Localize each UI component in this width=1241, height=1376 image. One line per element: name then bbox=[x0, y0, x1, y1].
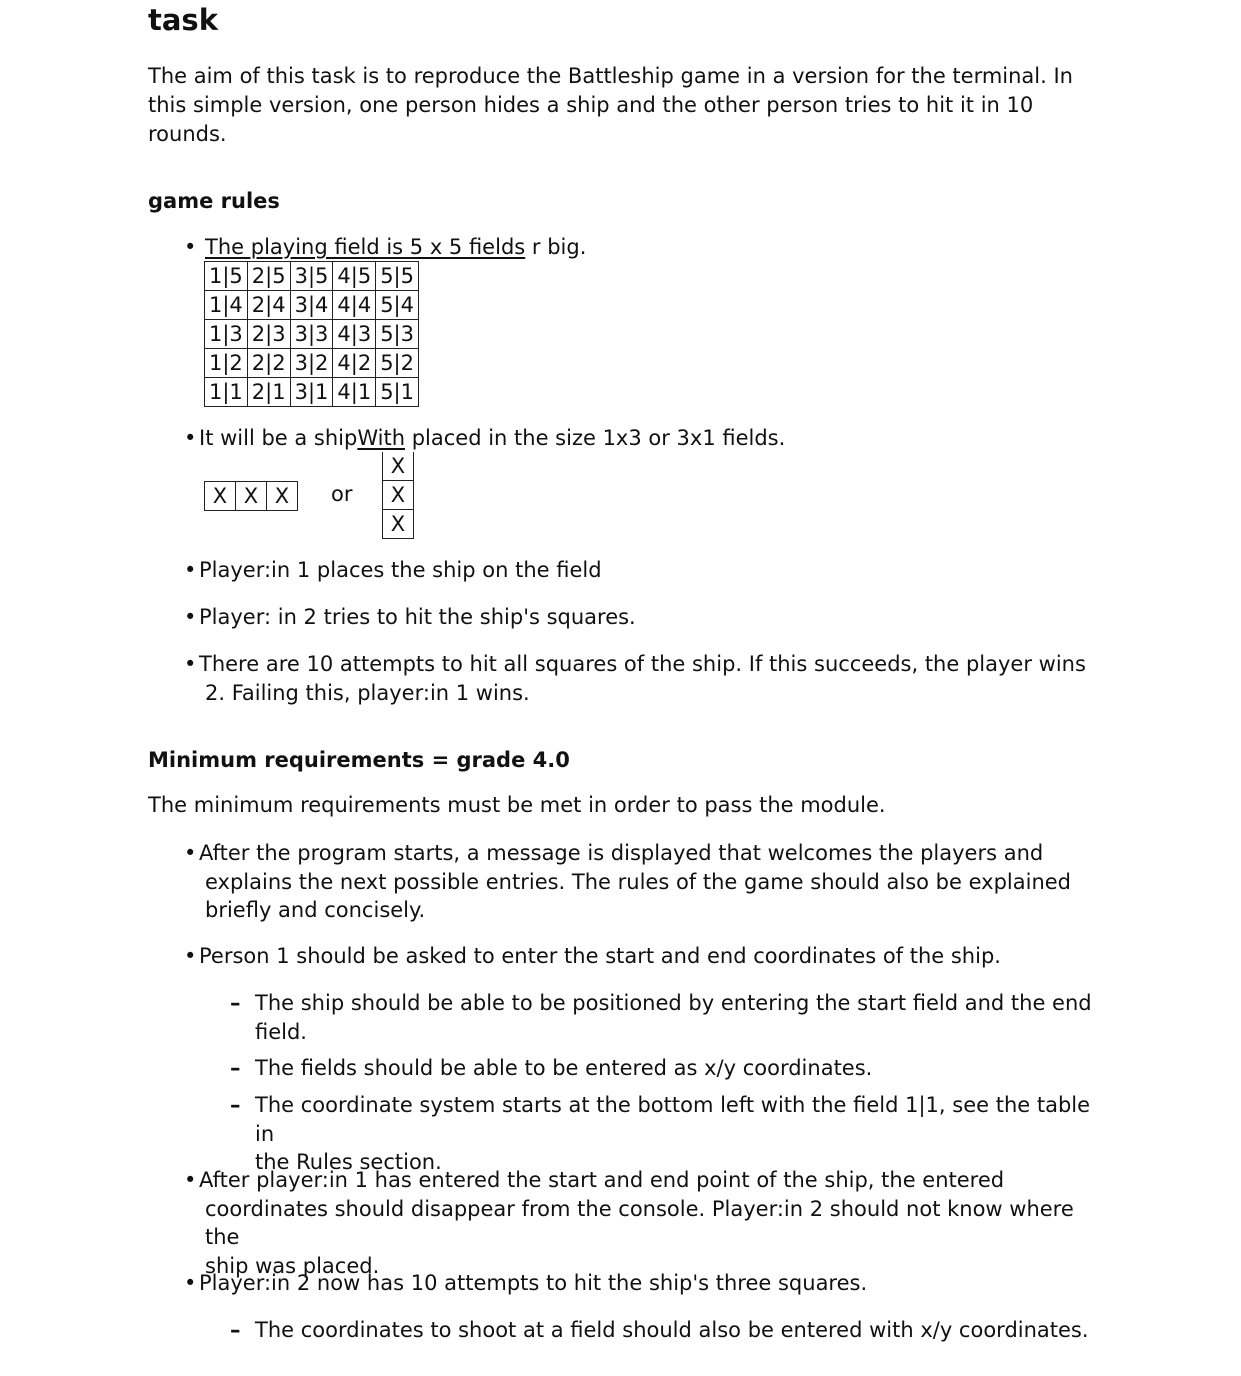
grid-cell: 4|1 bbox=[333, 378, 376, 407]
grid-cell: 1|5 bbox=[205, 262, 248, 291]
ship-horizontal bbox=[204, 481, 298, 511]
bullet-text-line1: After the program starts, a message is displayed that welcomes the players and bbox=[199, 841, 1044, 865]
grid-cell: 5|1 bbox=[376, 378, 419, 407]
bullet-text-line3: ship was placed. bbox=[205, 1253, 380, 1278]
bullet-text: Player:in 1 places the ship on the field bbox=[199, 558, 602, 582]
grid-cell: 1|3 bbox=[205, 320, 248, 349]
grid-cell: 2|2 bbox=[247, 349, 290, 378]
bullet-text-line2: coordinates should disappear from the console. Player:in 2 should not know where the bbox=[205, 1196, 1074, 1249]
grid-row bbox=[205, 349, 419, 378]
bullet-dot: • bbox=[184, 841, 197, 865]
bullet-dot: • bbox=[184, 1168, 197, 1192]
bullet-text-line1: After player:in 1 has entered the start and end point of the ship, the entered bbox=[199, 1168, 1005, 1192]
ship-cell: X bbox=[267, 482, 298, 511]
bullet-text-line1: There are 10 attempts to hit all squares of the ship. If this succeeds, the player wins bbox=[199, 652, 1086, 676]
bullet-dot: • bbox=[184, 605, 197, 629]
minimum-bullet-attempts bbox=[184, 1269, 1104, 1298]
sub-text-line1: The ship should be able to be positioned by entering the start field and the end bbox=[255, 991, 1092, 1015]
bullet-text: Player:in 2 now has 10 attempts to hit the ship's three squares. bbox=[199, 1271, 868, 1295]
grid-cell: 2|4 bbox=[247, 291, 290, 320]
bullet-dot: • bbox=[184, 235, 197, 259]
ship-cell: X bbox=[236, 482, 267, 511]
grid-cell: 3|4 bbox=[290, 291, 333, 320]
sub-bullet-origin bbox=[230, 1091, 1110, 1177]
sub-text-line2: field. bbox=[255, 1019, 307, 1044]
grid-cell: 4|5 bbox=[333, 262, 376, 291]
page-title: task bbox=[148, 3, 218, 37]
grid-cell: 4|2 bbox=[333, 349, 376, 378]
grid-cell: 3|3 bbox=[290, 320, 333, 349]
grid-cell: 5|3 bbox=[376, 320, 419, 349]
grid-cell: 1|4 bbox=[205, 291, 248, 320]
sub-text: The coordinates to shoot at a field should also be entered with x/y coordinates. bbox=[255, 1318, 1089, 1342]
field-size-rest: r big. bbox=[525, 235, 587, 259]
intro-paragraph: The aim of this task is to reproduce the Battleship game in a version for the terminal. In this simple version, one person hides a ship and the other person tries to hit it in 10 rounds. bbox=[148, 64, 1073, 146]
field-size-text: The playing field is 5 x 5 fields bbox=[205, 235, 526, 259]
ship-cell: X bbox=[383, 481, 414, 510]
sub-text: The fields should be able to be entered as x/y coordinates. bbox=[255, 1056, 873, 1080]
rules-bullet-attempts bbox=[184, 650, 1104, 707]
ship-vertical bbox=[382, 452, 414, 539]
grid-cell: 5|5 bbox=[376, 262, 419, 291]
bullet-dot: • bbox=[184, 426, 197, 450]
minimum-bullet-hide bbox=[184, 1166, 1104, 1280]
grid-cell: 1|1 bbox=[205, 378, 248, 407]
ship-text-after: placed in the size 1x3 or 3x1 fields. bbox=[405, 426, 786, 450]
dash-marker: – bbox=[230, 1093, 241, 1117]
sub-text-line1: The coordinate system starts at the bottom left with the field 1|1, see the table in bbox=[255, 1093, 1091, 1146]
grid-cell: 3|5 bbox=[290, 262, 333, 291]
minimum-heading: Minimum requirements = grade 4.0 bbox=[148, 748, 570, 772]
ship-cell: X bbox=[383, 510, 414, 539]
grid-cell: 1|2 bbox=[205, 349, 248, 378]
grid-cell: 4|4 bbox=[333, 291, 376, 320]
grid-cell: 3|1 bbox=[290, 378, 333, 407]
grid-cell: 2|1 bbox=[247, 378, 290, 407]
rules-bullet-player1 bbox=[184, 556, 1104, 585]
rules-field-bullet bbox=[184, 233, 1104, 262]
bullet-text: Person 1 should be asked to enter the start and end coordinates of the ship. bbox=[199, 944, 1001, 968]
grid-cell: 2|5 bbox=[247, 262, 290, 291]
grid-cell: 4|3 bbox=[333, 320, 376, 349]
ship-text-underlined: With bbox=[357, 426, 406, 450]
sub-bullet-xy bbox=[230, 1054, 1110, 1083]
minimum-intro: The minimum requirements must be met in order to pass the module. bbox=[148, 793, 886, 817]
sub-text-line2: the Rules section. bbox=[255, 1150, 442, 1174]
ship-cell: X bbox=[205, 482, 236, 511]
grid-row bbox=[205, 262, 419, 291]
bullet-text-line3: briefly and concisely. bbox=[205, 898, 426, 922]
rules-ship-bullet bbox=[184, 424, 1104, 453]
bullet-dot: • bbox=[184, 944, 197, 968]
grid-row bbox=[205, 291, 419, 320]
grid-cell: 3|2 bbox=[290, 349, 333, 378]
bullet-text: Player: in 2 tries to hit the ship's squares. bbox=[199, 605, 636, 629]
dash-marker: – bbox=[230, 1318, 241, 1342]
ship-or-label: or bbox=[331, 482, 353, 506]
bullet-dot: • bbox=[184, 558, 197, 582]
sub-bullet-shoot bbox=[230, 1316, 1110, 1345]
grid-row bbox=[205, 378, 419, 407]
minimum-bullet-coordinates bbox=[184, 942, 1104, 971]
bullet-dot: • bbox=[184, 652, 197, 676]
ship-text-before: It will be a ship bbox=[199, 426, 358, 450]
bullet-text-line2: 2. Failing this, player:in 1 wins. bbox=[205, 680, 530, 705]
rules-heading: game rules bbox=[148, 189, 280, 213]
ship-cell: X bbox=[383, 452, 414, 481]
grid-row bbox=[205, 320, 419, 349]
grid-cell: 2|3 bbox=[247, 320, 290, 349]
coordinate-grid bbox=[204, 261, 419, 407]
sub-bullet-positioning bbox=[230, 989, 1110, 1046]
grid-cell: 5|4 bbox=[376, 291, 419, 320]
grid-cell: 5|2 bbox=[376, 349, 419, 378]
bullet-dot: • bbox=[184, 1271, 197, 1295]
minimum-bullet-welcome bbox=[184, 839, 1104, 925]
bullet-text-line2: explains the next possible entries. The rules of the game should also be explained bbox=[205, 869, 1072, 894]
rules-bullet-player2 bbox=[184, 603, 1104, 632]
dash-marker: – bbox=[230, 991, 241, 1015]
dash-marker: – bbox=[230, 1056, 241, 1080]
